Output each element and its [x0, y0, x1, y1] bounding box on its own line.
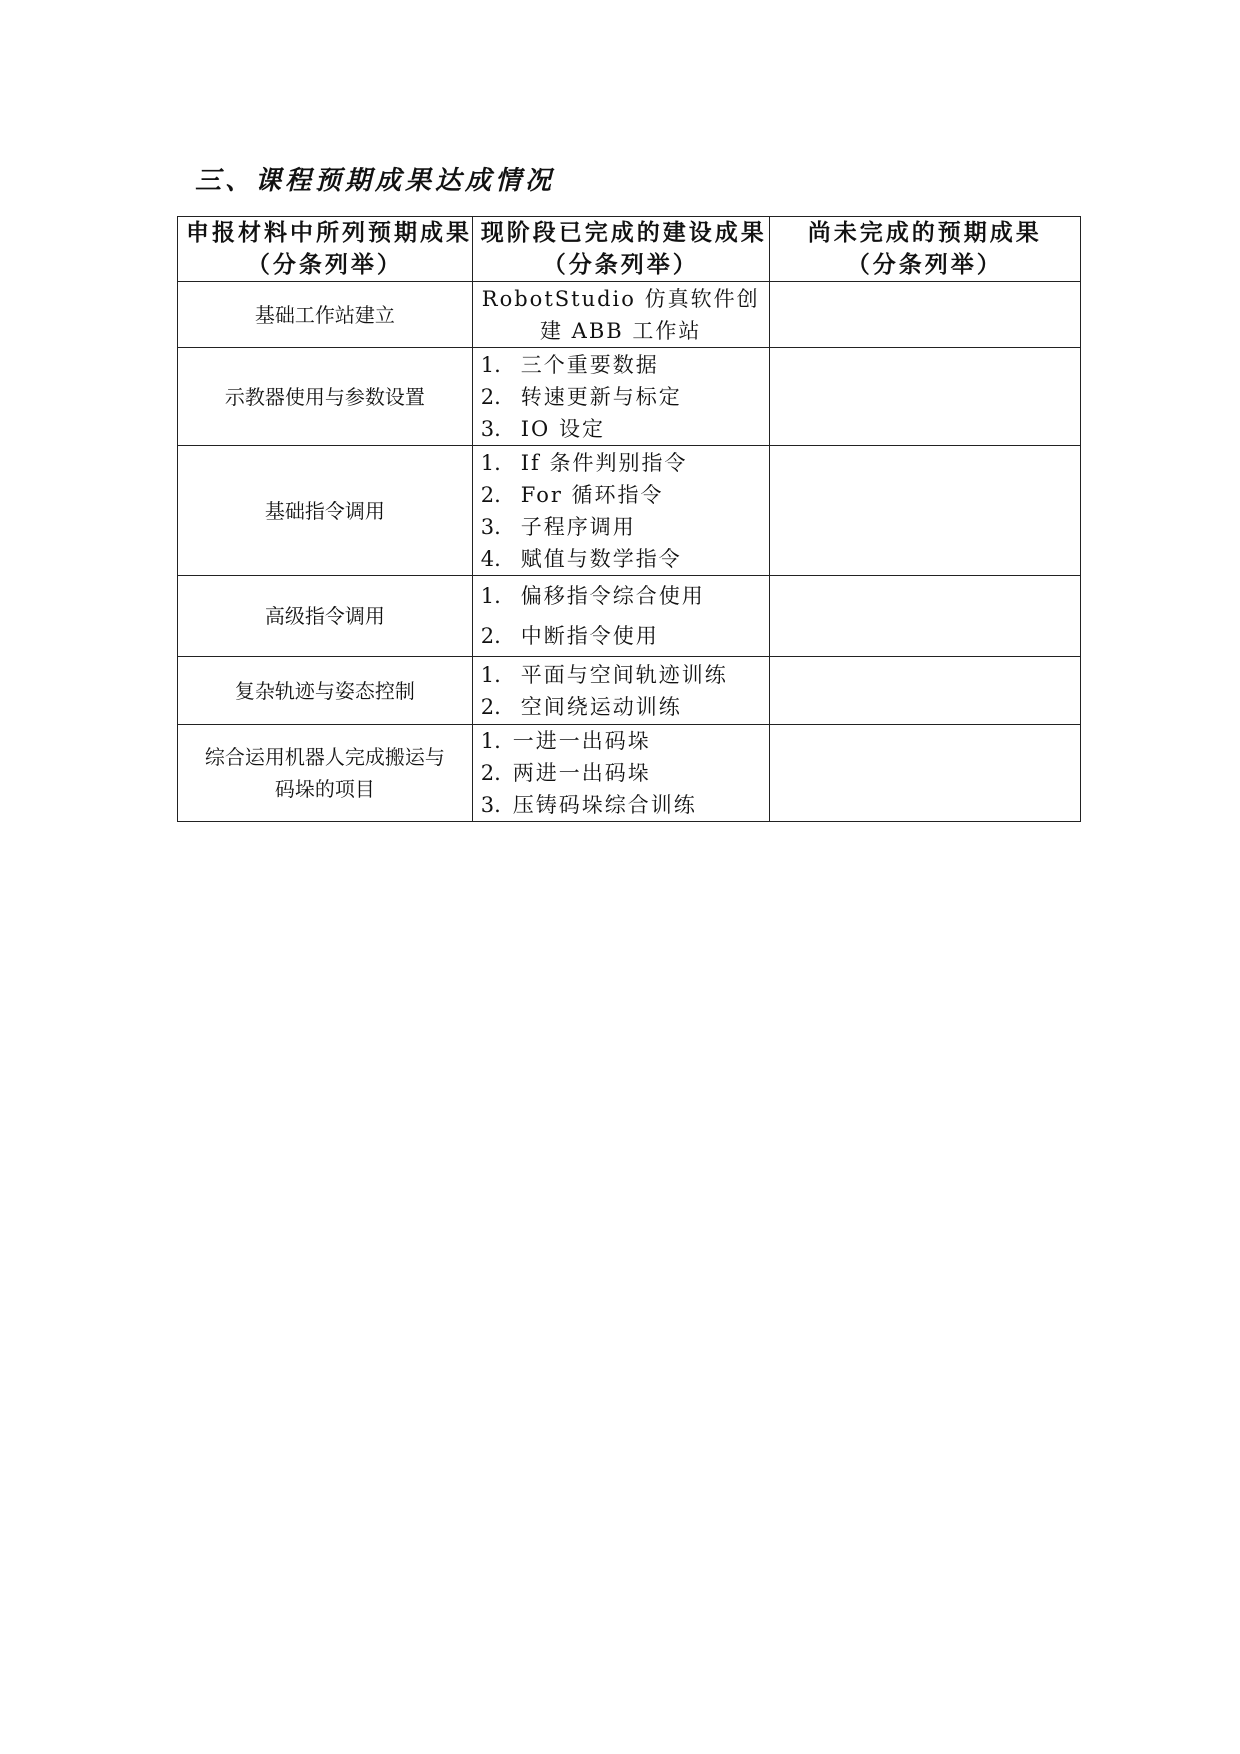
table-row — [178, 725, 1081, 822]
header-planned-outcomes: 申报材料中所列预期成果 （分条列举） — [178, 217, 473, 282]
list-item: 2. 中断指令使用 — [480, 624, 659, 648]
list-item: 3. 子程序调用 — [480, 514, 636, 539]
section-title: 三、课程预期成果达成情况 — [195, 166, 556, 196]
completed-outcome-cell — [472, 446, 769, 576]
completed-outcome-cell — [472, 725, 769, 822]
table-row — [178, 282, 1081, 348]
header-row — [178, 217, 1081, 282]
header-completed-outcomes: 现阶段已完成的建设成果 （分条列举） — [472, 217, 769, 282]
list-item: 1. 偏移指令综合使用 — [480, 584, 705, 608]
list-item: 1. 平面与空间轨迹训练 — [480, 662, 728, 687]
table-row — [178, 446, 1081, 576]
table-row — [178, 657, 1081, 725]
list-item: 4. 赋值与数学指令 — [480, 546, 682, 571]
list-item: 3. IO 设定 — [480, 416, 605, 441]
list-item: 2. 转速更新与标定 — [480, 384, 682, 409]
completed-outcome-cell — [472, 348, 769, 446]
planned-outcome-cell: 示教器使用与参数设置 — [178, 348, 473, 446]
header-pending-outcomes: 尚未完成的预期成果 （分条列举） — [769, 217, 1080, 282]
completed-outcome-cell: RobotStudio 仿真软件创 建 ABB 工作站 — [472, 282, 769, 348]
list-item: 1. 一进一出码垛 — [480, 729, 651, 753]
list-item: 2. For 循环指令 — [480, 482, 664, 507]
pending-outcome-cell — [769, 657, 1080, 725]
outcomes-table — [177, 216, 1081, 822]
list-item: 1. 三个重要数据 — [480, 352, 659, 377]
completed-outcome-cell — [472, 657, 769, 725]
list-item: 2. 两进一出码垛 — [480, 761, 651, 785]
table-row — [178, 348, 1081, 446]
completed-outcome-cell — [472, 576, 769, 657]
planned-outcome-cell: 基础工作站建立 — [178, 282, 473, 348]
pending-outcome-cell — [769, 446, 1080, 576]
planned-outcome-cell: 基础指令调用 — [178, 446, 473, 576]
list-item: 3. 压铸码垛综合训练 — [480, 793, 697, 817]
planned-outcome-cell: 高级指令调用 — [178, 576, 473, 657]
list-item: 2. 空间绕运动训练 — [480, 694, 682, 719]
pending-outcome-cell — [769, 576, 1080, 657]
planned-outcome-cell: 复杂轨迹与姿态控制 — [178, 657, 473, 725]
pending-outcome-cell — [769, 282, 1080, 348]
planned-outcome-cell: 综合运用机器人完成搬运与 码垛的项目 — [178, 725, 473, 822]
table-row — [178, 576, 1081, 657]
pending-outcome-cell — [769, 725, 1080, 822]
list-item: 1. If 条件判别指令 — [480, 450, 688, 475]
pending-outcome-cell — [769, 348, 1080, 446]
